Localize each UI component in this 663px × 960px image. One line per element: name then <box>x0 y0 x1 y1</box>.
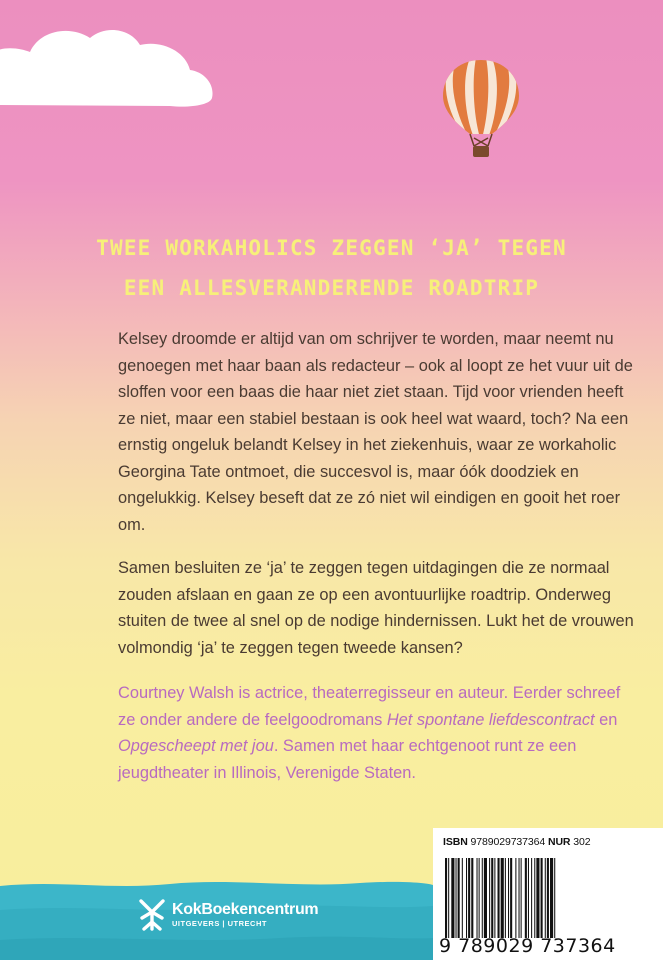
cloud-illustration <box>0 0 220 110</box>
barcode-bar <box>482 858 483 938</box>
author-bio <box>118 680 638 786</box>
blurb-paragraph-1: Kelsey droomde er altijd van om schrijver te worden, maar neemt nu genoegen met haar baan als redacteur – ook al loopt ze het vuur uit de sloffen voor een baas die haar niet ziet staan. Tijd voor vrienden heeft ze niet, maar een stabiel bestaan is ook heel wat waard, toch? Na een ernstig ongeluk belandt Kelsey in het ziekenhuis, waar ze workaholic Georgina Tate ontmoet, die succesvol is, maar óók doodziek en ongelukkig. Kelsey beseft dat ze zó niet wil eindigen en gooit het roer om. <box>118 330 633 534</box>
barcode-bar <box>489 858 490 938</box>
barcode-bar <box>554 858 555 938</box>
barcode-bar <box>531 858 532 938</box>
barcode-bar <box>484 858 487 938</box>
blurb-paragraph-2: Samen besluiten ze ‘ja’ te zeggen tegen uitdagingen die ze normaal zouden afslaan en gaan ze op een avontuurlijke roadtrip. Onderweg stuiten de twee al snel op de nodige hindernissen. Lukt het de vrouwen volmondig ‘ja’ te zeggen tegen tweede kansen? <box>118 559 634 657</box>
book-title-2: Opgescheept met jou <box>118 737 274 755</box>
publisher-logo-icon <box>138 898 166 932</box>
barcode-bar <box>510 858 512 938</box>
barcode-bar <box>505 858 506 938</box>
barcode-bar <box>501 858 504 938</box>
barcode-bar <box>541 858 543 938</box>
barcode-bar <box>445 858 447 938</box>
barcode-bar <box>477 858 478 938</box>
barcode-digits: 9 789029 737364 <box>439 935 616 957</box>
headline-line-1: TWEE WORKAHOLICS ZEGGEN ‘JA’ TEGEN <box>96 236 567 260</box>
barcode-bar <box>547 858 549 938</box>
barcode-bar <box>466 858 467 938</box>
book-title-1: Het spontane liefdescontract <box>386 710 595 729</box>
barcode-bar <box>519 858 520 938</box>
barcode-panel <box>433 828 663 960</box>
barcode-bar <box>534 858 535 938</box>
barcode-bar <box>525 858 527 938</box>
barcode-bar <box>550 858 553 938</box>
barcode-bar <box>494 858 495 938</box>
isbn-line <box>443 836 590 848</box>
barcode-bar <box>471 858 473 938</box>
headline-line-2: EEN ALLESVERANDERENDE ROADTRIP <box>123 276 540 300</box>
author-bio-text-2: en <box>594 710 618 729</box>
barcode-bar <box>521 858 522 938</box>
isbn-label: ISBN <box>443 836 468 848</box>
barcode-bar <box>515 858 516 938</box>
barcode-bar <box>479 858 480 938</box>
barcode-bar <box>498 858 500 938</box>
barcode-bar <box>462 858 463 938</box>
nur-number: 302 <box>573 836 591 848</box>
barcode-bar <box>468 858 470 938</box>
barcode-bar <box>458 858 460 938</box>
barcode-bar <box>456 858 457 938</box>
barcode-bar <box>508 858 509 938</box>
hot-air-balloon-illustration <box>440 58 522 162</box>
barcode <box>445 858 653 938</box>
barcode-bar <box>448 858 449 938</box>
publisher-logo <box>138 898 318 932</box>
author-bio-text-1: Courtney Walsh is actrice, theaterregisseur en auteur. Eerder schreef ze onder andere de feelgoodromans <box>118 684 621 729</box>
barcode-bar <box>451 858 454 938</box>
publisher-name: KokBoekencentrum <box>172 901 319 918</box>
isbn-number: 9789029737364 <box>470 836 546 848</box>
barcode-bar <box>528 858 529 938</box>
barcode-bar <box>545 858 546 938</box>
author-bio-text-3: . Samen met haar echtgenoot runt ze een jeugdtheater in Illinois, Verenigde Staten. <box>118 737 577 782</box>
nur-label: NUR <box>547 836 571 848</box>
barcode-bar <box>491 858 493 938</box>
barcode-bar <box>536 858 539 938</box>
publisher-subtitle: UITGEVERS | UTRECHT <box>172 919 267 928</box>
